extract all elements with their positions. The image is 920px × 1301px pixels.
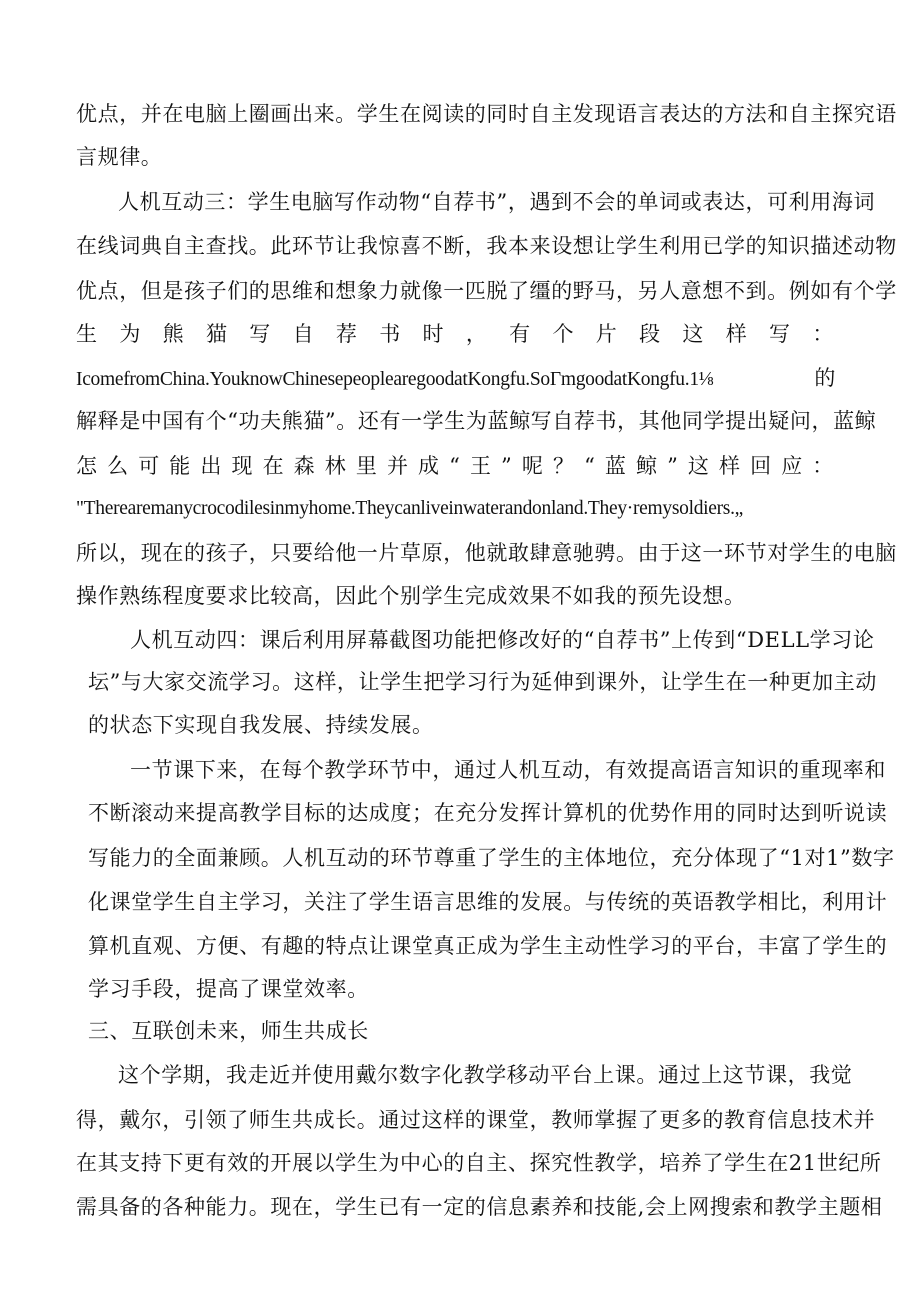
p2-l7-char: 现 bbox=[231, 454, 254, 478]
p2-l7-char: 怎 bbox=[76, 454, 98, 478]
p2-line-10: 操作熟练程度要求比较高，因此个别学生完成效果不如我的预先设想。 bbox=[76, 584, 746, 608]
p2-l7-char: 成 bbox=[418, 454, 440, 478]
p2-l7-char: 出 bbox=[200, 454, 222, 478]
p2-l4-char: 段 bbox=[639, 322, 661, 346]
p1-line-1: 优点，并在电脑上圈画出来。学生在阅读的同时自主发现语言表达的方法和自主探究语 bbox=[76, 102, 897, 126]
p4-line-2: 不断滚动来提高教学目标的达成度；在充分发挥计算机的优势作用的同时达到听说读 bbox=[88, 801, 888, 825]
p2-l4-char: 有 bbox=[509, 322, 531, 346]
p2-l7-char: 鲸 bbox=[635, 454, 658, 478]
p2-line-4-justified bbox=[76, 320, 834, 348]
p2-line-3: 优点，但是孩子们的思维和想象力就像一匹脱了缰的野马，另人意想不到。例如有个学 bbox=[76, 279, 897, 303]
p2-l4-char: 生 bbox=[76, 322, 98, 346]
p3-line-1: 人机互动四：课后利用屏幕截图功能把修改好的“自荐书”上传到“DELL学习论 bbox=[130, 628, 875, 652]
section-heading-3: 三、互联创未来，师生共成长 bbox=[88, 1019, 369, 1043]
p2-l7-char: 么 bbox=[107, 454, 129, 478]
p2-l7-char: ： bbox=[812, 454, 834, 478]
p2-l4-char: 写 bbox=[249, 322, 271, 346]
p5-line-3: 在其支持下更有效的开展以学生为中心的自主、探究性教学，培养了学生在21世纪所 bbox=[76, 1151, 882, 1175]
p2-l4-char: 猫 bbox=[205, 322, 228, 346]
p2-line-9: 所以，现在的孩子，只要给他一片草原，他就敢肆意驰骋。由于这一环节对学生的电脑 bbox=[76, 541, 897, 565]
p2-l5-english: IcomefromChina.YouknowChinesepeoplearegoodatKongfu.SoΓmgoodatKongfu.1⅛ bbox=[76, 369, 714, 390]
p2-l7-char: 里 bbox=[355, 454, 378, 478]
p2-l4-char: 熊 bbox=[162, 322, 185, 346]
p2-l7-char: ” bbox=[501, 454, 513, 478]
p2-line-2: 在线词典自主查找。此环节让我惊喜不断，我本来设想让学生利用已学的知识描述动物 bbox=[76, 234, 897, 258]
p2-l7-char: 并 bbox=[386, 454, 409, 478]
p2-l4-char: 为 bbox=[119, 322, 141, 346]
p2-l7-char: 能 bbox=[169, 454, 191, 478]
p2-line-7-justified bbox=[76, 452, 834, 480]
p2-l7-char: ？ bbox=[552, 454, 575, 478]
p3-line-2: 坛”与大家交流学习。这样，让学生把学习行为延伸到课外，让学生在一种更加主动 bbox=[88, 670, 877, 694]
p4-line-3: 写能力的全面兼顾。人机互动的环节尊重了学生的主体地位，充分体现了“1对1”数字 bbox=[88, 846, 895, 870]
p2-l7-char: “ bbox=[584, 454, 596, 478]
p2-l7-char: 王 bbox=[469, 454, 492, 478]
p2-l4-char: 写 bbox=[769, 322, 791, 346]
p2-l7-char: 林 bbox=[324, 454, 347, 478]
p4-line-5: 算机直观、方便、有趣的特点让课堂真正成为学生主动性学习的平台，丰富了学生的 bbox=[88, 934, 888, 958]
p5-line-2: 得，戴尔，引领了师生共成长。通过这样的课堂，教师掌握了更多的教育信息技术并 bbox=[76, 1108, 876, 1132]
p2-l7-char: ” bbox=[667, 454, 679, 478]
p2-l4-char: 书 bbox=[379, 322, 401, 346]
p4-line-1: 一节课下来，在每个教学环节中，通过人机互动，有效提高语言知识的重现率和 bbox=[130, 758, 886, 782]
p2-l4-char: 片 bbox=[595, 322, 618, 346]
p1-line-2: 言规律。 bbox=[76, 145, 163, 169]
p2-l4-char: ： bbox=[812, 322, 834, 346]
p3-line-3: 的状态下实现自我发展、持续发展。 bbox=[88, 713, 434, 737]
p2-l7-char: 这 bbox=[687, 454, 710, 478]
p2-l4-char: 个 bbox=[552, 322, 575, 346]
p2-l4-char: 时 bbox=[422, 322, 445, 346]
p5-line-1: 这个学期，我走近并使用戴尔数字化教学移动平台上课。通过上这节课，我觉 bbox=[118, 1063, 853, 1087]
p2-l7-char: 呢 bbox=[521, 454, 544, 478]
p2-line-1: 人机互动三：学生电脑写作动物“自荐书”，遇到不会的单词或表达，可利用海词 bbox=[118, 190, 876, 214]
p2-l5-cjk: 的 bbox=[814, 366, 836, 390]
p2-l7-char: “ bbox=[449, 454, 461, 478]
p2-l7-char: 样 bbox=[719, 454, 741, 478]
p2-line-5 bbox=[76, 364, 836, 394]
p2-line-8-english: "Therearemanycrocodilesinmyhome.Theycanliveinwaterandonland.They·remysoldiers.„ bbox=[76, 498, 744, 519]
p2-line-6: 解释是中国有个“功夫熊猫”。还有一学生为蓝鲸写自荐书，其他同学提出疑问，蓝鲸 bbox=[76, 409, 877, 433]
p4-line-6: 学习手段，提高了课堂效率。 bbox=[88, 977, 369, 1001]
p2-l4-char: 样 bbox=[725, 322, 748, 346]
p2-l4-char: 这 bbox=[682, 322, 704, 346]
p5-line-4: 需具备的各种能力。现在，学生已有一定的信息素养和技能,会上网搜索和教学主题相 bbox=[76, 1195, 883, 1219]
p2-l7-char: 蓝 bbox=[604, 454, 627, 478]
p2-l7-char: 在 bbox=[262, 454, 285, 478]
p2-l4-char: 自 bbox=[292, 322, 315, 346]
p2-l7-char: 森 bbox=[293, 454, 316, 478]
p2-l4-char: 荐 bbox=[335, 322, 358, 346]
p2-l7-char: 回 bbox=[750, 454, 772, 478]
p4-line-4: 化课堂学生自主学习，关注了学生语言思维的发展。与传统的英语教学相比，利用计 bbox=[88, 890, 888, 914]
p2-l4-char: ， bbox=[465, 322, 488, 346]
p2-l7-char: 可 bbox=[138, 454, 160, 478]
p2-l7-char: 应 bbox=[781, 454, 803, 478]
